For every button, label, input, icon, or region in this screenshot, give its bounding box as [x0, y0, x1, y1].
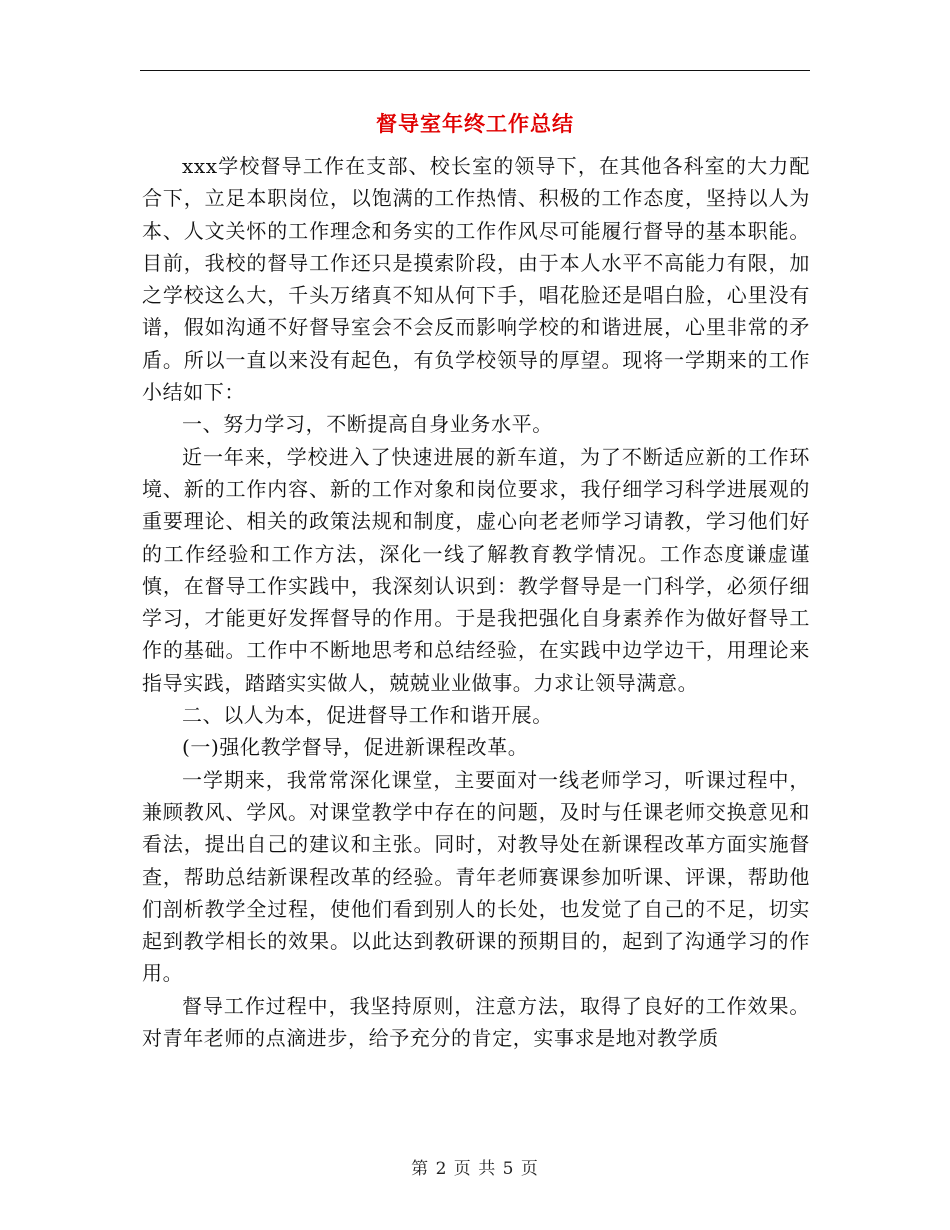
header-rule: [140, 70, 810, 71]
heading-section-2: 二、以人为本，促进督导工作和谐开展。: [182, 703, 553, 728]
paragraph-intro: xxx学校督导工作在支部、校长室的领导下，在其他各科室的大力配合下，立足本职岗位，以饱满的工作热情、积极的工作态度，坚持以人为本、人文关怀的工作理念和务实的工作作风尽可能履行督导的基本职能。目前，我校的督导工作还只是摸索阶段，由于本人水平不高能力有限，加之学校这么大，千头万绪真不知从何下手，唱花脸还是唱白脸，心里没有谱，假如沟通不好督导室会不会反而影响学校的和谐进展，心里非常的矛盾。所以一直以来没有起色，有负学校领导的厚望。现将一学期来的工作小结如下：: [142, 154, 810, 405]
paragraph-continued: 督导工作过程中，我坚持原则，注意方法，取得了良好的工作效果。对青年老师的点滴进步，给予充分的肯定，实事求是地对教学质: [142, 993, 810, 1051]
subheading-section-2-1: (一)强化教学督导，促进新课程改革。: [182, 735, 529, 760]
paragraph-section-1: 近一年来，学校进入了快速进展的新车道，为了不断适应新的工作环境、新的工作内容、新的工作对象和岗位要求，我仔细学习科学进展观的重要理论、相关的政策法规和制度，虚心向老老师学习请教，学习他们好的工作经验和工作方法，深化一线了解教育教学情况。工作态度谦虚谨慎，在督导工作实践中，我深刻认识到：教学督导是一门科学，必须仔细学习，才能更好发挥督导的作用。于是我把强化自身素养作为做好督导工作的基础。工作中不断地思考和总结经验，在实践中边学边干，用理论来指导实践，踏踏实实做人，兢兢业业做事。力求让领导满意。: [142, 444, 810, 695]
page-number-footer: 第 2 页 共 5 页: [411, 1159, 539, 1179]
document-body: [142, 150, 810, 1054]
paragraph-section-2-1: 一学期来，我常常深化课堂，主要面对一线老师学习，听课过程中，兼顾教风、学风。对课堂教学中存在的问题，及时与任课老师交换意见和看法，提出自己的建议和主张。同时，对教导处在新课程改革方面实施督查，帮助总结新课程改革的经验。青年老师赛课参加听课、评课，帮助他们剖析教学全过程，使他们看到别人的长处，也发觉了自己的不足，切实起到教学相长的效果。以此达到教研课的预期目的，起到了沟通学习的作用。: [142, 767, 810, 986]
heading-section-1: 一、努力学习，不断提高自身业务水平。: [182, 412, 553, 437]
document-title: 督导室年终工作总结: [376, 111, 574, 136]
